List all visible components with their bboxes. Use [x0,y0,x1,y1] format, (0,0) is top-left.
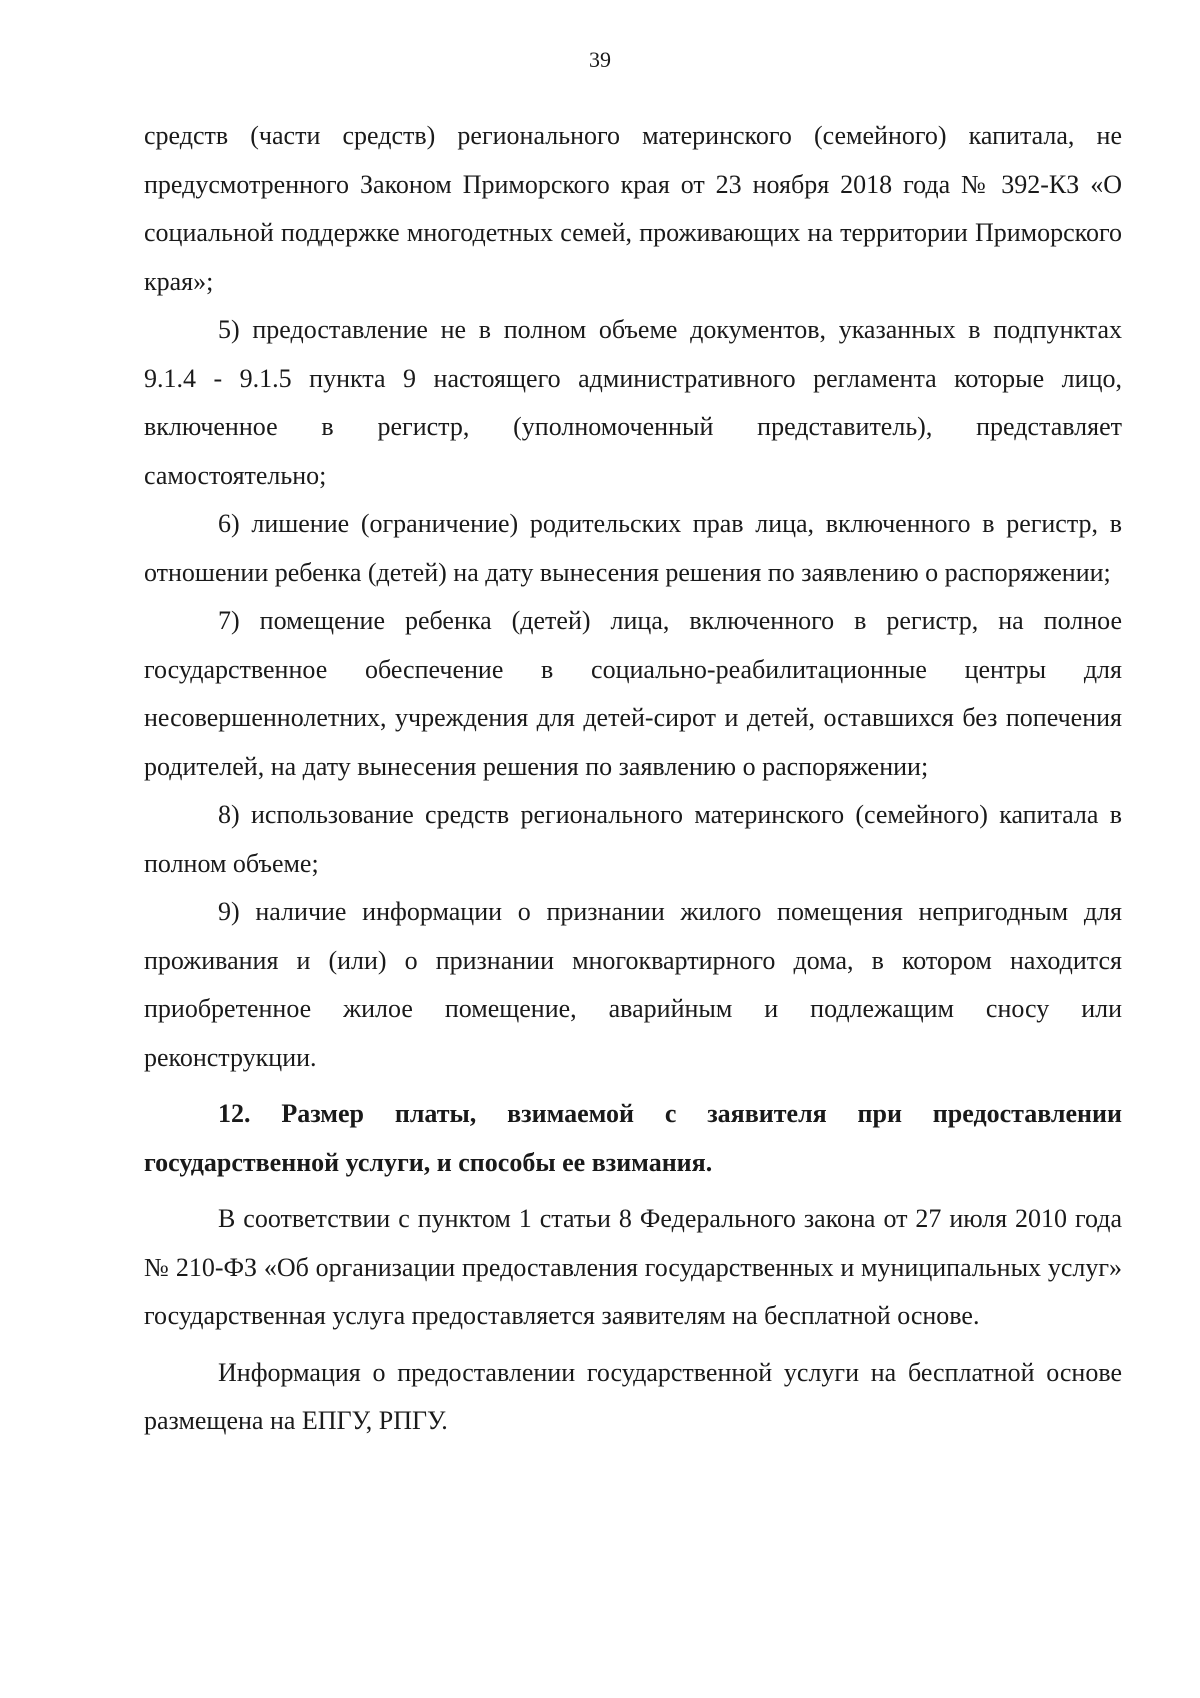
paragraph-fee-info: Информация о предоставлении государственной услуги на бесплатной основе размещена на ЕПГУ, РПГУ. [144,1357,1122,1435]
list-item-9: 9) наличие информации о признании жилого помещения непригодным для проживания и (или) о признании многоквартирного дома, в котором находится приобретенное жилое помещение, аварийным и подлежащим сносу или реконструкции. [144,897,1122,1072]
section-heading-12: 12. Размер платы, взимаемой с заявителя при предоставлении государственной услуги, и способы ее взимания. [144,1099,1122,1177]
paragraph-fee-basis: В соответствии с пунктом 1 статьи 8 Федерального закона от 27 июля 2010 года № 210-ФЗ «Об организации предоставления государственных и муниципальных услуг» государственная услуга предоставляется заявителям на бесплатной основе. [144,1204,1122,1330]
list-item-8: 8) использование средств регионального материнского (семейного) капитала в полном объеме; [144,800,1122,878]
list-item-5: 5) предоставление не в полном объеме документов, указанных в подпунктах 9.1.4 - 9.1.5 пункта 9 настоящего административного регламента которые лицо, включенное в регистр, (уполномоченный представитель), представляет самостоятельно; [144,315,1122,490]
list-item-6: 6) лишение (ограничение) родительских прав лица, включенного в регистр, в отношении ребенка (детей) на дату вынесения решения по заявлению о распоряжении; [144,509,1122,587]
page-number: 39 [589,47,611,72]
list-item-7: 7) помещение ребенка (детей) лица, включенного в регистр, на полное государственное обеспечение в социально-реабилитационные центры для несовершеннолетних, учреждения для детей-сирот и детей, оставшихся без попечения родителей, на дату вынесения решения по заявлению о распоряжении; [144,606,1122,781]
document-body [144,112,1122,1446]
paragraph-continuation: средств (части средств) регионального материнского (семейного) капитала, не предусмотренного Законом Приморского края от 23 ноября 2018 года № 392-КЗ «О социальной поддержке многодетных семей, проживающих на территории Приморского края»; [144,121,1122,296]
